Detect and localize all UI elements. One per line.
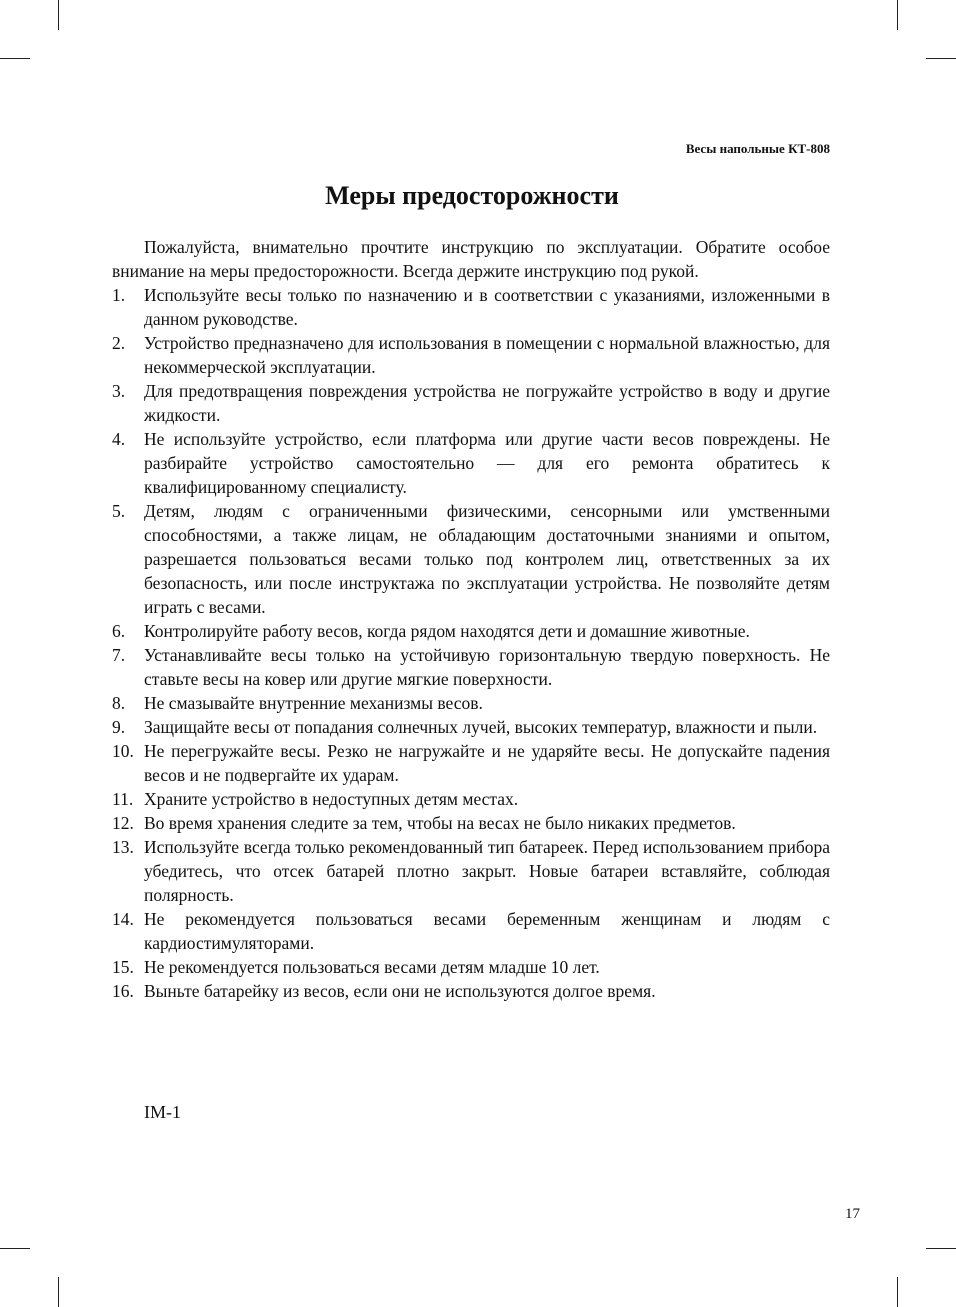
crop-mark-top-right-horizontal xyxy=(926,58,956,59)
list-item-text: Детям, людям с ограниченными физическими, сенсорными или умственными способностями, а также лицам, не обладающим достаточными знаниями и опытом, разрешается пользоваться весами только под контролем лиц, ответственных за их безопасность, или после инструктажа по эксплуатации устройства. Не позволяйте детям играть с весами. xyxy=(144,501,830,617)
intro-paragraph: Пожалуйста, внимательно прочтите инструкцию по эксплуатации. Обратите особое внимание на меры предосторожности. Всегда держите инструкцию под рукой. xyxy=(112,237,830,281)
list-item-number: 6. xyxy=(112,621,126,641)
list-item-number: 4. xyxy=(112,429,126,449)
list-item xyxy=(112,427,830,499)
list-item-text: Не используйте устройство, если платформа или другие части весов повреждены. Не разбирайте устройство самостоятельно — для его ремонта обратитесь к квалифицированному специалисту. xyxy=(144,429,830,497)
list-item-text: Используйте всегда только рекомендованный тип батареек. Перед использованием прибора убедитесь, что отсек батарей плотно закрыт. Новые батареи вставляйте, соблюдая полярность. xyxy=(144,837,830,905)
list-item-number: 12. xyxy=(112,813,134,833)
crop-mark-bottom-left-vertical xyxy=(58,1277,59,1307)
list-item-text: Устройство предназначено для использования в помещении с нормальной влажностью, для некоммерческой эксплуатации. xyxy=(144,333,830,377)
crop-mark-bottom-right-vertical xyxy=(897,1277,898,1307)
list-item xyxy=(112,739,830,787)
list-item-number: 13. xyxy=(112,837,134,857)
crop-mark-top-left-horizontal xyxy=(0,58,30,59)
list-item xyxy=(112,955,830,979)
document-code: IM-1 xyxy=(144,1102,181,1122)
list-item-text: Используйте весы только по назначению и в соответствии с указаниями, изложенными в данном руководстве. xyxy=(144,285,830,329)
list-item-number: 14. xyxy=(112,909,134,929)
list-item-text: Не смазывайте внутренние механизмы весов. xyxy=(144,693,483,713)
list-item-text: Выньте батарейку из весов, если они не используются долгое время. xyxy=(144,981,656,1001)
list-item xyxy=(112,283,830,331)
list-item xyxy=(112,499,830,619)
list-item xyxy=(112,907,830,955)
list-item xyxy=(112,691,830,715)
list-item-text: Контролируйте работу весов, когда рядом находятся дети и домашние животные. xyxy=(144,621,750,641)
crop-mark-bottom-right-horizontal xyxy=(926,1248,956,1249)
list-item xyxy=(112,715,830,739)
list-item-text: Во время хранения следите за тем, чтобы на весах не было никаких предметов. xyxy=(144,813,736,833)
list-item-text: Не рекомендуется пользоваться весами детям младше 10 лет. xyxy=(144,957,600,977)
list-item xyxy=(112,787,830,811)
list-item-number: 1. xyxy=(112,285,126,305)
list-item-number: 2. xyxy=(112,333,126,353)
list-item-number: 10. xyxy=(112,741,134,761)
list-item-number: 8. xyxy=(112,693,126,713)
list-item xyxy=(112,811,830,835)
crop-mark-top-left-vertical xyxy=(58,0,59,30)
list-item xyxy=(112,835,830,907)
list-item-text: Защищайте весы от попадания солнечных лучей, высоких температур, влажности и пыли. xyxy=(144,717,818,737)
running-header: Весы напольные КТ-808 xyxy=(685,141,830,156)
list-item-number: 7. xyxy=(112,645,126,665)
list-item-text: Не перегружайте весы. Резко не нагружайте и не ударяйте весы. Не допускайте падения весов и не подвергайте их ударам. xyxy=(144,741,830,785)
list-item-text: Для предотвращения повреждения устройства не погружайте устройство в воду и другие жидкости. xyxy=(144,381,830,425)
list-item xyxy=(112,331,830,379)
crop-mark-bottom-left-horizontal xyxy=(0,1248,30,1249)
list-item-number: 9. xyxy=(112,717,126,737)
list-item xyxy=(112,643,830,691)
list-item-number: 15. xyxy=(112,957,134,977)
list-item-number: 16. xyxy=(112,981,134,1001)
list-item-text: Устанавливайте весы только на устойчивую горизонтальную твердую поверхность. Не ставьте весы на ковер или другие мягкие поверхности. xyxy=(144,645,830,689)
list-item-number: 5. xyxy=(112,501,126,521)
list-item xyxy=(112,379,830,427)
page-content xyxy=(112,235,830,1003)
crop-mark-top-right-vertical xyxy=(897,0,898,30)
list-item xyxy=(112,979,830,1003)
list-item xyxy=(112,619,830,643)
list-item-number: 3. xyxy=(112,381,126,401)
page-title: Меры предосторожности xyxy=(325,181,619,210)
list-item-text: Храните устройство в недоступных детям местах. xyxy=(144,789,519,809)
list-item-number: 11. xyxy=(112,789,134,809)
page-number: 17 xyxy=(845,1206,860,1222)
precautions-list xyxy=(112,283,830,1003)
list-item-text: Не рекомендуется пользоваться весами беременным женщинам и людям с кардиостимуляторами. xyxy=(144,909,830,953)
